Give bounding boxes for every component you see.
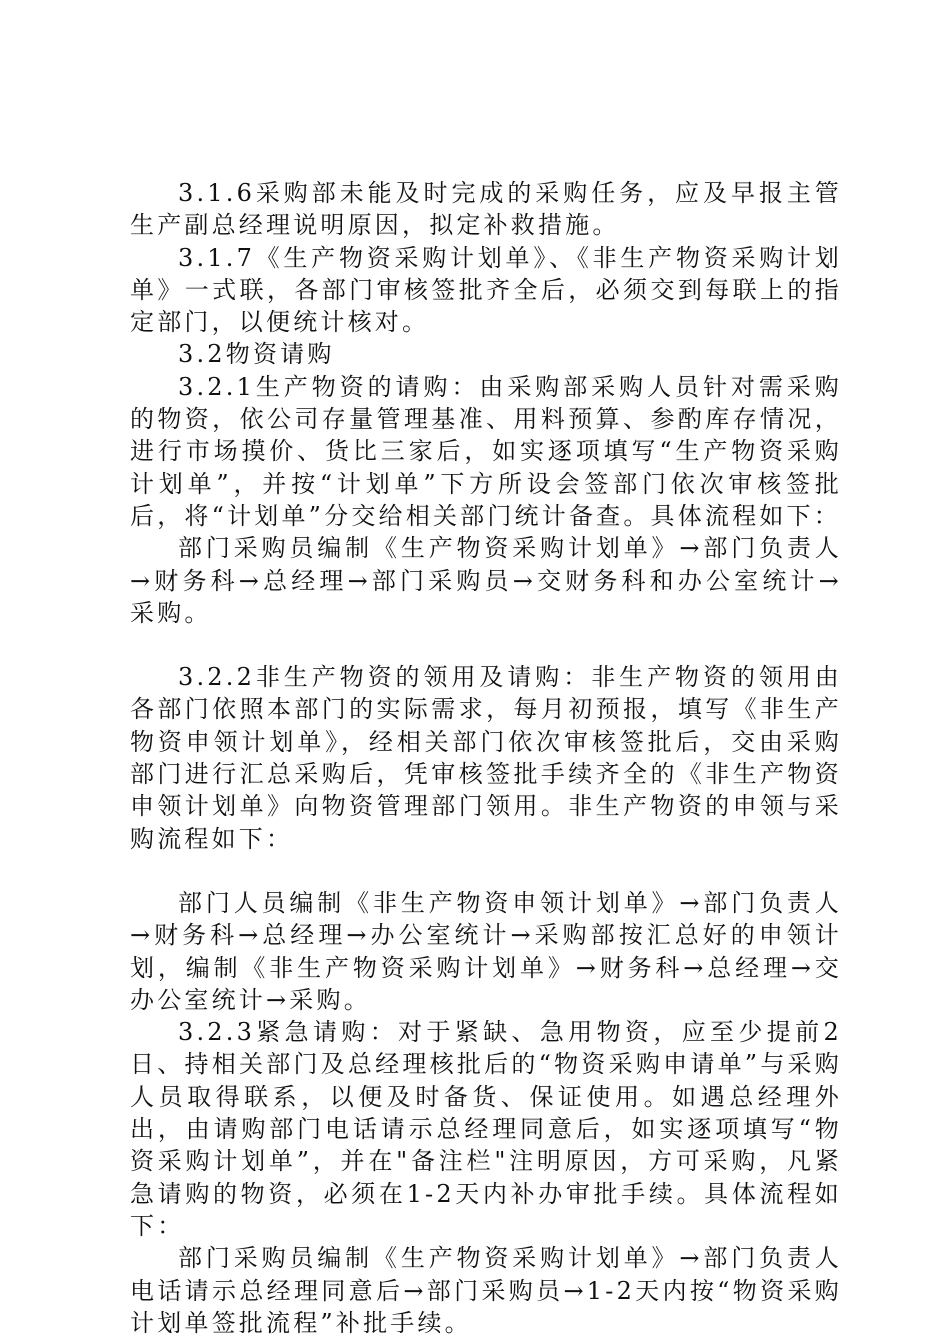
- paragraph-3-2-3: 3.2.3紧急请购：对于紧缺、急用物资，应至少提前2日、持相关部门及总经理核批后的“物资采购申请单”与采购人员取得联系，以便及时备货、保证使用。如遇总经理外出，由请购部门电话请示总经理同意后，如实逐项填写“物资采购计划单”，并在"备注栏"注明原因，方可采购，凡紧急请购的物资，必须在1-2天内补办审批手续。具体流程如下：: [130, 1018, 842, 1240]
- paragraph-3-2-1: 3.2.1生产物资的请购：由采购部采购人员针对需采购的物资，依公司存量管理基准、用料预算、参酌库存情况，进行市场摸价、货比三家后，如实逐项填写“生产物资采购计划单”，并按“计划单”下方所设会签部门依次审核签批后，将“计划单”分交给相关部门统计备查。具体流程如下：: [130, 372, 842, 530]
- document-body: [130, 177, 842, 1339]
- paragraph-3-2-2: 3.2.2非生产物资的领用及请购：非生产物资的领用由各部门依照本部门的实际需求，每月初预报，填写《非生产物资申领计划单》，经相关部门依次审核签批后，交由采购部门进行汇总采购后，凭审核签批手续齐全的《非生产物资申领计划单》向物资管理部门领用。非生产物资的申领与采购流程如下：: [130, 663, 842, 853]
- flow-production-purchase: 部门采购员编制《生产物资采购计划单》→部门负责人→财务科→总经理→部门采购员→交财务科和办公室统计→采购。: [130, 534, 842, 627]
- flow-urgent-purchase: 部门采购员编制《生产物资采购计划单》→部门负责人电话请示总经理同意后→部门采购员→1-2天内按“物资采购计划单签批流程”补批手续。: [130, 1244, 842, 1337]
- flow-non-production-requisition: 部门人员编制《非生产物资申领计划单》→部门负责人→财务科→总经理→办公室统计→采购部按汇总好的申领计划，编制《非生产物资采购计划单》→财务科→总经理→交办公室统计→采购。: [130, 888, 842, 1014]
- paragraph-3-1-6: 3.1.6采购部未能及时完成的采购任务，应及早报主管生产副总经理说明原因，拟定补救措施。: [130, 179, 842, 240]
- blank-line: [130, 629, 842, 661]
- blank-line: [130, 855, 842, 887]
- section-heading-3-2: 3.2物资请购: [178, 340, 335, 369]
- paragraph-3-1-7: 3.1.7《生产物资采购计划单》、《非生产物资采购计划单》一式联，各部门审核签批齐全后，必须交到每联上的指定部门，以便统计核对。: [130, 243, 842, 337]
